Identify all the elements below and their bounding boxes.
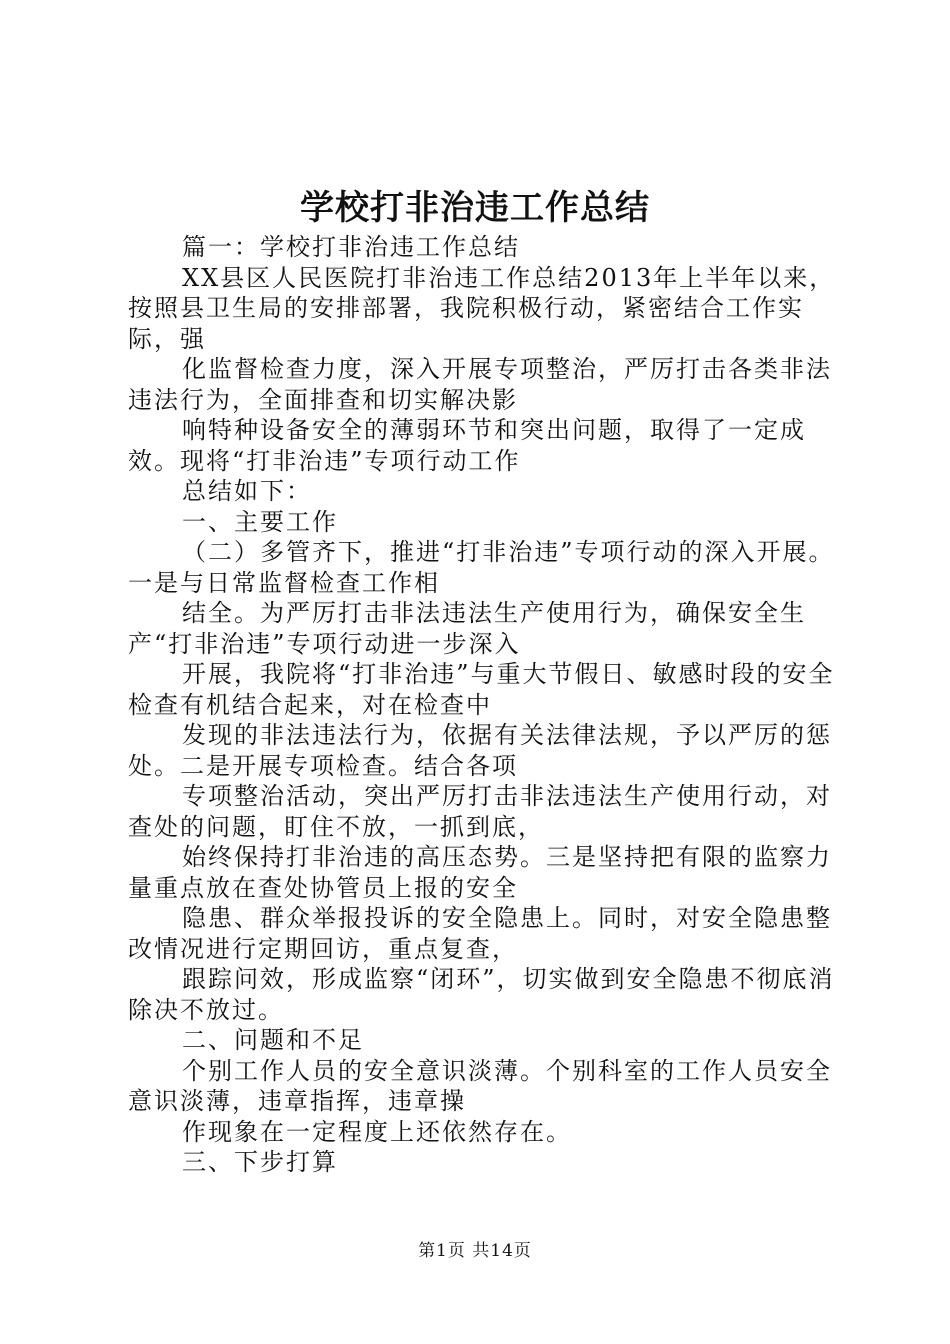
paragraph: （二）多管齐下，推进“打非治违”专项行动的深入开展。一是与日常监督检查工作相	[128, 538, 835, 597]
paragraph: XX县区人民医院打非治违工作总结2013年上半年以来，按照县卫生局的安排部署，我院积极行动，紧密结合工作实际，强	[128, 263, 836, 353]
paragraph: 总结如下：	[182, 477, 312, 505]
page-number-footer: 第1页 共14页	[418, 1241, 532, 1261]
paragraph: 隐患、群众举报投诉的安全隐患上。同时，对安全隐患整改情况进行定期回访，重点复查，	[128, 904, 832, 963]
paragraph: 响特种设备安全的薄弱环节和突出问题，取得了一定成效。现将“打非治违”专项行动工作	[128, 416, 806, 475]
document-title: 学校打非治违工作总结	[300, 188, 650, 228]
paragraph: 化监督检查力度，深入开展专项整治，严厉打击各类非法违法行为，全面排查和切实解决影	[128, 355, 832, 414]
paragraph: 作现象在一定程度上还依然存在。	[182, 1117, 572, 1146]
paragraph: 始终保持打非治违的高压态势。三是坚持把有限的监察力量重点放在查处协管员上报的安全	[128, 843, 832, 902]
paragraph: 发现的非法违法行为，依据有关法律法规，予以严厉的惩处。二是开展专项检查。结合各项	[128, 721, 832, 780]
paragraph: 专项整治活动，突出严厉打击非法违法生产使用行动，对查处的问题，盯住不放，一抓到底，	[128, 782, 832, 841]
paragraph: 篇一：学校打非治违工作总结	[182, 233, 520, 261]
paragraph: 结全。为严厉打击非法违法生产使用行为，确保安全生产“打非治违”专项行动进一步深入	[128, 599, 806, 658]
section-heading: 二、问题和不足	[182, 1026, 364, 1054]
section-heading: 一、主要工作	[182, 507, 338, 536]
paragraph: 个别工作人员的安全意识淡薄。个别科室的工作人员安全意识淡薄，违章指挥，违章操	[128, 1056, 832, 1115]
paragraph: 开展，我院将“打非治违”与重大节假日、敏感时段的安全检查有机结合起来，对在检查中	[128, 660, 835, 719]
paragraph: 跟踪问效，形成监察“闭环”，切实做到安全隐患不彻底消除决不放过。	[128, 965, 835, 1024]
document-body	[128, 232, 840, 1178]
section-heading: 三、下步打算	[182, 1148, 338, 1176]
